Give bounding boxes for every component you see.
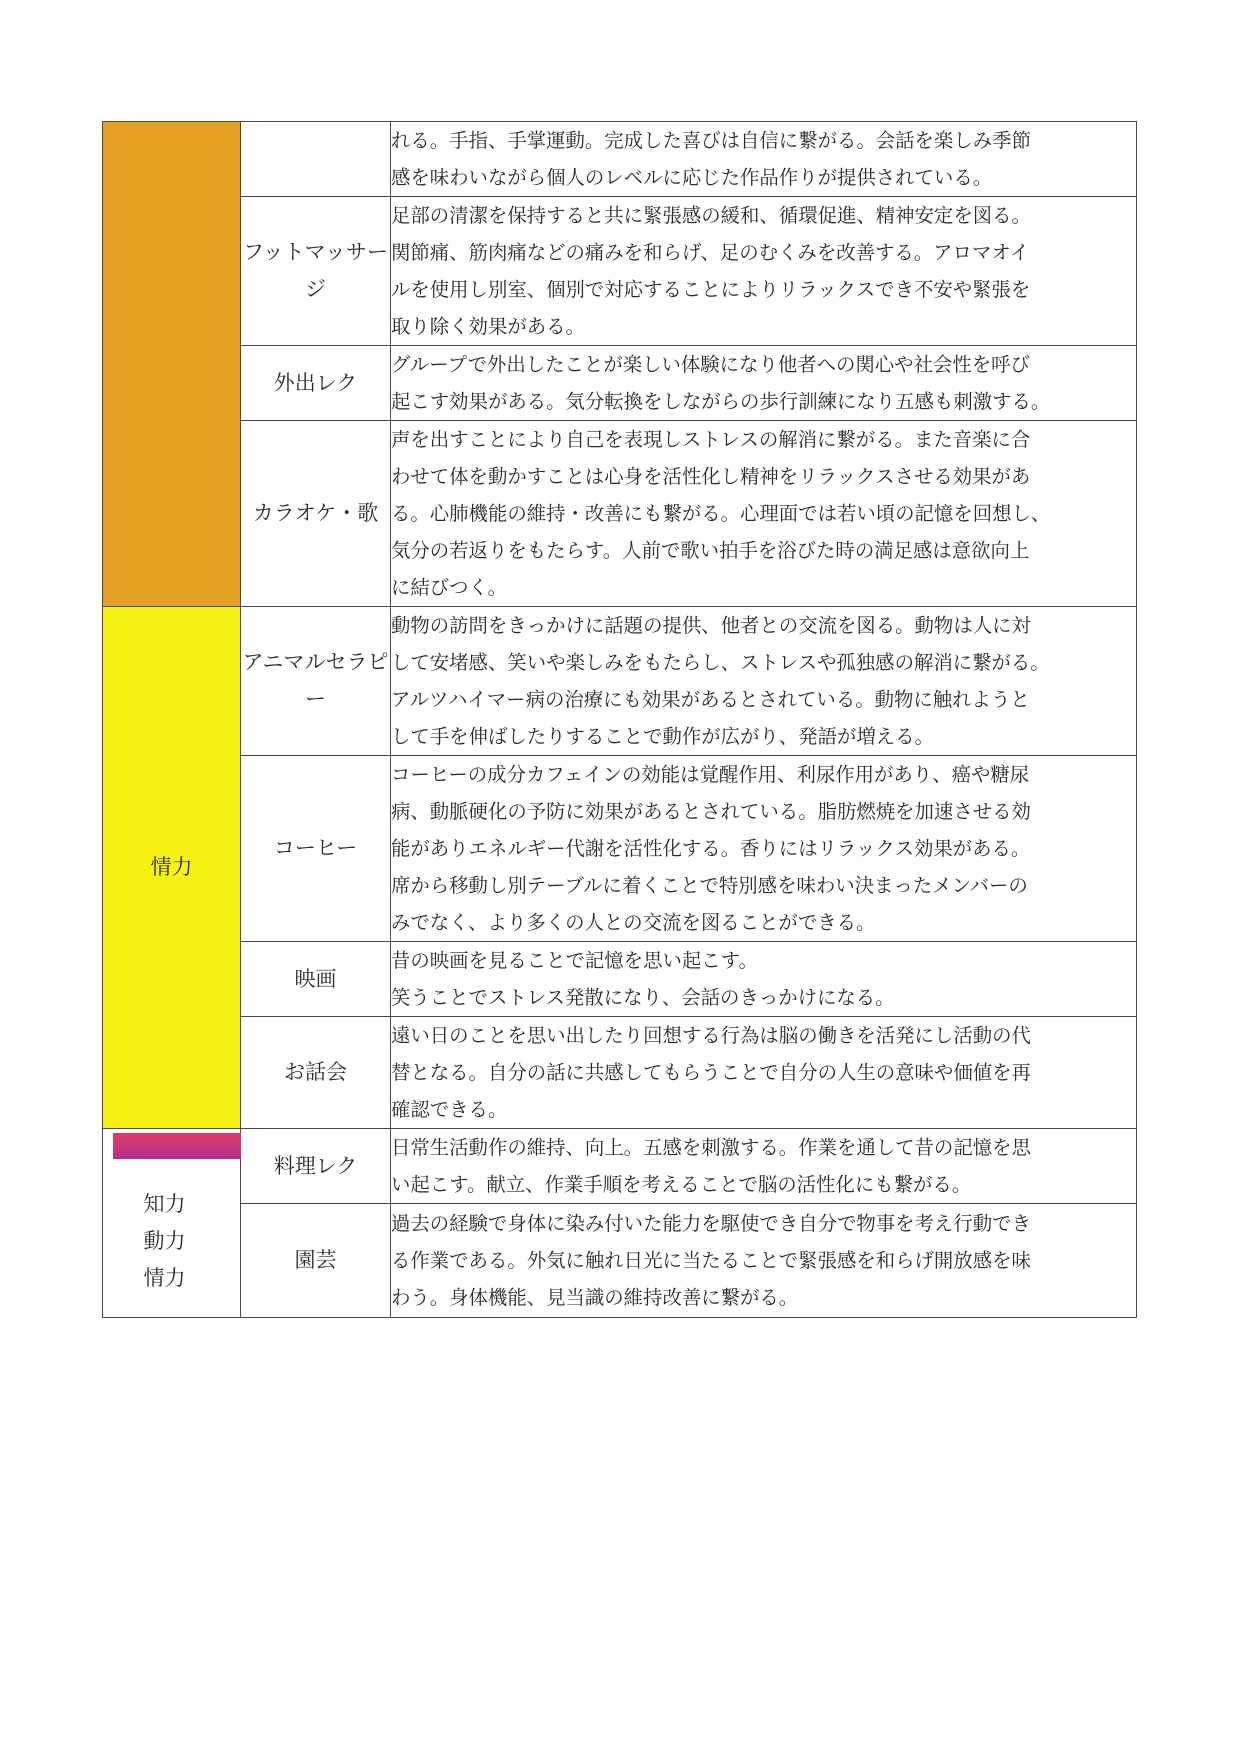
activity-name-cell (241, 122, 391, 197)
activity-name: フットマッサージ (243, 240, 388, 301)
activity-name-cell: お話会 (241, 1017, 391, 1129)
description-line: 過去の経験で身体に染み付いた能力を駆使でき自分で物事を考え行動でき (391, 1212, 1031, 1235)
description-line: る。心肺機能の維持・改善にも繋がる。心理面では若い頃の記憶を回想し、 (391, 502, 1051, 525)
category-cell-mixed (103, 1129, 241, 1318)
activity-description-cell (391, 346, 1137, 421)
description-line: 取り除く効果がある。 (391, 315, 585, 338)
activity-name-cell (241, 607, 391, 756)
description-line: 遠い日のことを思い出したり回想する行為は脳の働きを活発にし活動の代 (391, 1024, 1031, 1047)
description-line: 確認できる。 (391, 1098, 508, 1121)
description-line: 日常生活動作の維持、向上。五感を刺激する。作業を通して昔の記憶を思 (391, 1136, 1031, 1159)
table-row (103, 122, 1137, 197)
description-line: 感を味わいながら個人のレベルに応じた作品作りが提供されている。 (391, 166, 993, 189)
table-row (103, 346, 1137, 421)
description-line: い起こす。献立、作業手順を考えることで脳の活性化にも繋がる。 (391, 1173, 972, 1196)
description-line: 関節痛、筋肉痛などの痛みを和らげ、足のむくみを改善する。アロマオイ (391, 241, 1030, 264)
table-row (103, 756, 1137, 942)
activity-name-cell: 外出レク (241, 346, 391, 421)
description-line: る作業である。外気に触れ日光に当たることで緊張感を和らげ開放感を味 (391, 1249, 1031, 1272)
description-line: ルを使用し別室、個別で対応することによりリラックスでき不安や緊張を (391, 278, 1031, 301)
category-cell-jouryoku: 情力 (103, 607, 241, 1129)
activity-description-cell (391, 421, 1137, 607)
description-line: コーヒーの成分カフェインの効能は覚醒作用、利尿作用があり、癌や糖尿 (391, 763, 1030, 786)
table-row (103, 197, 1137, 346)
description-line: みでなく、より多くの人との交流を図ることができる。 (391, 911, 876, 934)
activity-description-cell (391, 1204, 1137, 1318)
description-line: 声を出すことにより自己を表現しストレスの解消に繋がる。また音楽に合 (391, 428, 1031, 451)
activity-description-cell (391, 197, 1137, 346)
description-line: 替となる。自分の話に共感してもらうことで自分の人生の意味や価値を再 (391, 1061, 1031, 1084)
table-row (103, 1129, 1137, 1204)
category-label-chiryoku: 知力 (143, 1191, 186, 1216)
table-row (103, 607, 1137, 756)
table-row (103, 1204, 1137, 1318)
activity-name-cell (241, 197, 391, 346)
description-line: に結びつく。 (391, 576, 507, 599)
activity-effects-table (102, 121, 1137, 1318)
activity-description-cell (391, 1129, 1137, 1204)
description-line: わせて体を動かすことは心身を活性化し精神をリラックスさせる効果があ (391, 465, 1031, 488)
category-color-bar (113, 1133, 241, 1159)
activity-name-cell: カラオケ・歌 (241, 421, 391, 607)
description-line: 足部の清潔を保持すると共に緊張感の緩和、循環促進、精神安定を図る。 (391, 204, 1031, 227)
description-line: 起こす効果がある。気分転換をしながらの歩行訓練になり五感も刺激する。 (391, 390, 1051, 413)
activity-description-cell (391, 756, 1137, 942)
activity-description-cell (391, 942, 1137, 1017)
category-label-jouryoku: 情力 (143, 1265, 186, 1290)
category-cell-orange (103, 122, 241, 607)
activity-name-cell: コーヒー (241, 756, 391, 942)
description-line: 昔の映画を見ることで記憶を思い起こす。 (391, 949, 758, 972)
table-row (103, 1017, 1137, 1129)
activity-description-cell (391, 607, 1137, 756)
description-line: して手を伸ばしたりすることで動作が広がり、発語が増える。 (391, 725, 934, 748)
description-line: 病、動脈硬化の予防に効果があるとされている。脂肪燃焼を加速させる効 (391, 800, 1031, 823)
description-line: グループで外出したことが楽しい体験になり他者への関心や社会性を呼び (391, 353, 1030, 376)
category-label-douryoku: 動力 (143, 1228, 186, 1253)
table-row (103, 942, 1137, 1017)
activity-description-cell (391, 122, 1137, 197)
description-line: 能がありエネルギー代謝を活性化する。香りにはリラックス効果がある。 (391, 837, 1031, 860)
description-line: 席から移動し別テーブルに着くことで特別感を味わい決まったメンバーの (391, 874, 1028, 897)
description-line: して安堵感、笑いや楽しみをもたらし、ストレスや孤独感の解消に繋がる。 (391, 651, 1050, 674)
description-line: わう。身体機能、見当識の維持改善に繋がる。 (391, 1286, 799, 1309)
activity-description-cell (391, 1017, 1137, 1129)
activity-name: アニマルセラピー (242, 650, 389, 711)
table-row (103, 421, 1137, 607)
description-line: 気分の若返りをもたらす。人前で歌い拍手を浴びた時の満足感は意欲向上 (391, 539, 1030, 562)
activity-name-cell: 映画 (241, 942, 391, 1017)
activity-name-cell: 園芸 (241, 1204, 391, 1318)
activity-name-cell: 料理レク (241, 1129, 391, 1204)
description-line: れる。手指、手掌運動。完成した喜びは自信に繋がる。会話を楽しみ季節 (391, 129, 1031, 152)
description-line: 動物の訪問をきっかけに話題の提供、他者との交流を図る。動物は人に対 (391, 614, 1031, 637)
description-line: アルツハイマー病の治療にも効果があるとされている。動物に触れようと (391, 688, 1030, 711)
description-line: 笑うことでストレス発散になり、会話のきっかけになる。 (391, 986, 895, 1009)
